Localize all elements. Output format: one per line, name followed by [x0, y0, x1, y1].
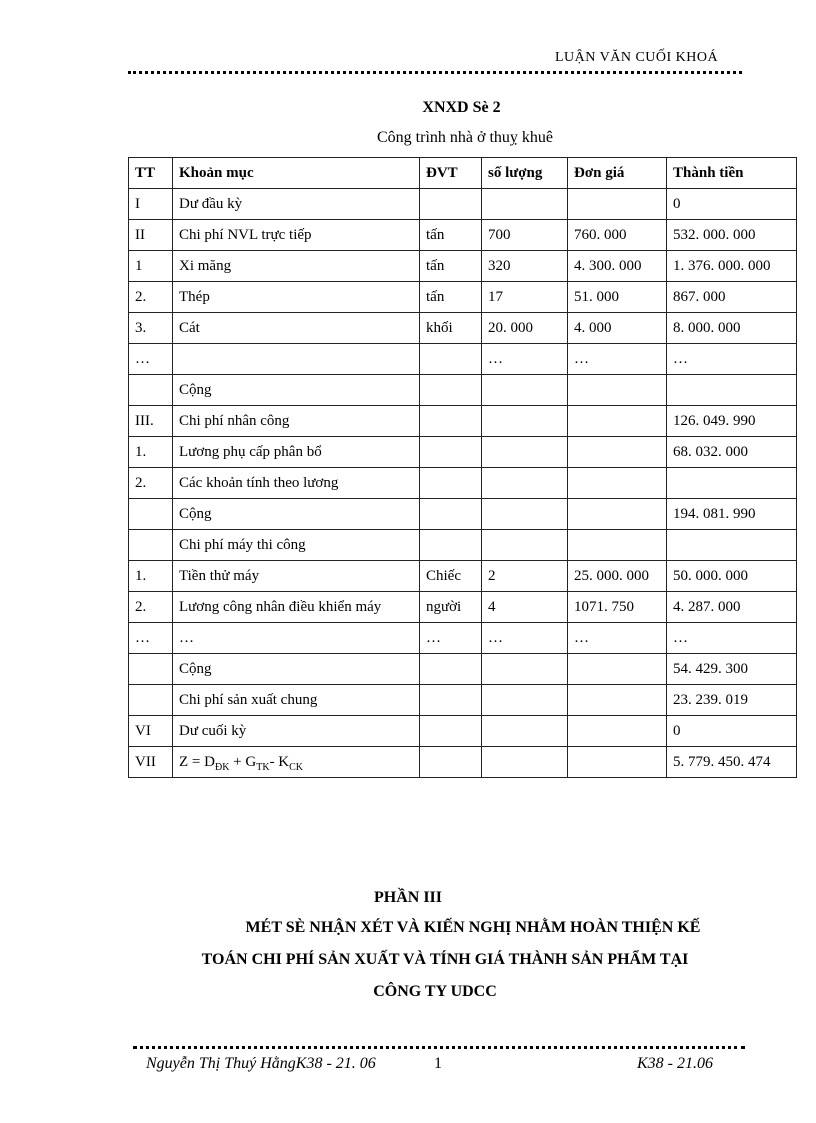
cell-item: Lương phụ cấp phân bổ	[173, 437, 420, 468]
cell-quantity: 2	[482, 561, 568, 592]
table-row	[129, 282, 797, 313]
cell-unit	[420, 375, 482, 406]
table-header-row	[129, 158, 797, 189]
table-row-formula	[129, 747, 797, 778]
cell-unit-price: 760. 000	[568, 220, 667, 251]
cell-unit: tấn	[420, 251, 482, 282]
cell-unit	[420, 406, 482, 437]
cell-tt	[129, 654, 173, 685]
cell-amount: 126. 049. 990	[667, 406, 797, 437]
table-row	[129, 406, 797, 437]
formula-sub-ck: CK	[289, 762, 304, 773]
cell-quantity: …	[482, 344, 568, 375]
formula-sub-tk: TK	[256, 762, 270, 773]
cell-unit	[420, 685, 482, 716]
cell-quantity: 17	[482, 282, 568, 313]
table-row	[129, 716, 797, 747]
cell-item: Chi phí nhân công	[173, 406, 420, 437]
cell-quantity	[482, 499, 568, 530]
formula-sub-dk: ĐK	[214, 762, 230, 773]
footer-page-number: 1	[434, 1055, 442, 1072]
cell-quantity	[482, 716, 568, 747]
cell-tt: I	[129, 189, 173, 220]
cell-quantity: 4	[482, 592, 568, 623]
cell-unit: khối	[420, 313, 482, 344]
cell-quantity: 700	[482, 220, 568, 251]
cell-quantity	[482, 468, 568, 499]
cell-tt	[129, 499, 173, 530]
table-row	[129, 561, 797, 592]
cell-tt: …	[129, 623, 173, 654]
cell-unit-price: 1071. 750	[568, 592, 667, 623]
cell-tt: 2.	[129, 592, 173, 623]
cell-item: Tiền thử máy	[173, 561, 420, 592]
cell-unit-price	[568, 437, 667, 468]
footer-code: K38 - 21.06	[637, 1055, 713, 1072]
cell-item: Dư đầu kỳ	[173, 189, 420, 220]
cell-tt: …	[129, 344, 173, 375]
cost-formula	[173, 747, 420, 778]
cell-item: Chi phí sản xuất chung	[173, 685, 420, 716]
table-row	[129, 313, 797, 344]
formula-plus: + G	[229, 754, 257, 770]
cell-amount: 194. 081. 990	[667, 499, 797, 530]
cell-unit	[420, 468, 482, 499]
cell-unit-price	[568, 716, 667, 747]
cell-unit-price	[568, 530, 667, 561]
col-header-unit: ĐVT	[420, 158, 482, 189]
cell-item: Cộng	[173, 499, 420, 530]
cell-item	[173, 344, 420, 375]
table-row	[129, 530, 797, 561]
table-row	[129, 220, 797, 251]
cell-quantity	[482, 530, 568, 561]
cell-item: Dư cuối kỳ	[173, 716, 420, 747]
cell-amount: 0	[667, 189, 797, 220]
table-row	[129, 623, 797, 654]
cell-amount	[667, 530, 797, 561]
part-title-line-2: TOÁN CHI PHÍ SẢN XUẤT VÀ TÍNH GIÁ THÀNH SẢN PHẨM TẠI	[201, 951, 689, 968]
cell-amount: …	[667, 623, 797, 654]
cell-unit-price	[568, 468, 667, 499]
cell-amount: 8. 000. 000	[667, 313, 797, 344]
cell-amount	[667, 468, 797, 499]
cell-unit-price	[568, 189, 667, 220]
part-title-line-3: CÔNG TY UDCC	[373, 983, 497, 1000]
table-row	[129, 375, 797, 406]
cell-amount: 0	[667, 716, 797, 747]
table-row	[129, 189, 797, 220]
cell-unit-price	[568, 406, 667, 437]
cell-item: Lương công nhân điều khiển máy	[173, 592, 420, 623]
cell-amount: 68. 032. 000	[667, 437, 797, 468]
cell-quantity	[482, 375, 568, 406]
cell-unit	[420, 530, 482, 561]
cell-tt: 1.	[129, 561, 173, 592]
table-row	[129, 251, 797, 282]
cell-unit-price	[568, 747, 667, 778]
cell-tt	[129, 685, 173, 716]
cell-amount: 54. 429. 300	[667, 654, 797, 685]
cell-unit-price	[568, 375, 667, 406]
cell-tt	[129, 530, 173, 561]
cell-item: Chi phí NVL trực tiếp	[173, 220, 420, 251]
cell-unit-price: …	[568, 623, 667, 654]
table-row	[129, 685, 797, 716]
part-number: PHẦN III	[373, 889, 442, 906]
cell-tt: III.	[129, 406, 173, 437]
cell-tt: 2.	[129, 468, 173, 499]
cell-quantity	[482, 747, 568, 778]
cell-amount: 23. 239. 019	[667, 685, 797, 716]
cell-unit: Chiếc	[420, 561, 482, 592]
cell-amount: 50. 000. 000	[667, 561, 797, 592]
cell-unit	[420, 654, 482, 685]
formula-minus: - K	[269, 754, 290, 770]
cell-amount: 4. 287. 000	[667, 592, 797, 623]
cell-quantity	[482, 685, 568, 716]
cell-tt: II	[129, 220, 173, 251]
cell-unit: người	[420, 592, 482, 623]
col-header-tt: TT	[129, 158, 173, 189]
cell-unit-price: 25. 000. 000	[568, 561, 667, 592]
footer-author: Nguyễn Thị Thuý HằngK38 - 21. 06	[146, 1055, 376, 1072]
cell-amount: 532. 000. 000	[667, 220, 797, 251]
cell-unit: tấn	[420, 282, 482, 313]
col-header-item: Khoản mục	[173, 158, 420, 189]
table-row	[129, 654, 797, 685]
running-header: LUẬN VĂN CUỐI KHOÁ	[555, 50, 719, 65]
cell-quantity	[482, 437, 568, 468]
cell-item: Thép	[173, 282, 420, 313]
cell-unit-price: 4. 300. 000	[568, 251, 667, 282]
cell-unit: …	[420, 623, 482, 654]
cell-unit-price	[568, 685, 667, 716]
cell-item: Cộng	[173, 375, 420, 406]
formula-z: Z = D	[179, 754, 215, 770]
cell-quantity: …	[482, 623, 568, 654]
cell-tt: 1	[129, 251, 173, 282]
cell-unit	[420, 189, 482, 220]
cell-unit	[420, 747, 482, 778]
cell-amount	[667, 375, 797, 406]
col-header-amount: Thành tiền	[667, 158, 797, 189]
cell-unit-price: 51. 000	[568, 282, 667, 313]
cell-tt: VII	[129, 747, 173, 778]
cell-item: …	[173, 623, 420, 654]
cell-unit-price: …	[568, 344, 667, 375]
table-row	[129, 592, 797, 623]
cell-amount: …	[667, 344, 797, 375]
cell-tt: 1.	[129, 437, 173, 468]
cell-unit	[420, 344, 482, 375]
cell-tt: 3.	[129, 313, 173, 344]
table-row	[129, 344, 797, 375]
cell-quantity: 320	[482, 251, 568, 282]
part-title-line-1: MÉT SÈ NHẬN XÉT VÀ KIẾN NGHỊ NHẰM HOÀN THIỆN KẾ	[245, 919, 701, 936]
cell-quantity: 20. 000	[482, 313, 568, 344]
cell-item: Các khoản tính theo lương	[173, 468, 420, 499]
cell-item: Xi măng	[173, 251, 420, 282]
cell-amount: 1. 376. 000. 000	[667, 251, 797, 282]
cell-unit	[420, 437, 482, 468]
cell-unit	[420, 499, 482, 530]
cell-unit-price: 4. 000	[568, 313, 667, 344]
cell-tt: VI	[129, 716, 173, 747]
cell-quantity	[482, 654, 568, 685]
cell-item: Cộng	[173, 654, 420, 685]
cell-quantity	[482, 189, 568, 220]
cell-tt: 2.	[129, 282, 173, 313]
table-row	[129, 499, 797, 530]
col-header-quantity: số lượng	[482, 158, 568, 189]
cell-quantity	[482, 406, 568, 437]
company-heading: XNXD Sè 2	[422, 99, 501, 116]
cell-unit-price	[568, 654, 667, 685]
cell-unit: tấn	[420, 220, 482, 251]
cell-amount: 5. 779. 450. 474	[667, 747, 797, 778]
cell-amount: 867. 000	[667, 282, 797, 313]
header-dotted-rule	[128, 71, 742, 74]
cell-item: Chi phí máy thi công	[173, 530, 420, 561]
cell-tt	[129, 375, 173, 406]
footer-dotted-rule	[133, 1046, 745, 1049]
cell-item: Cát	[173, 313, 420, 344]
table-row	[129, 437, 797, 468]
cell-unit-price	[568, 499, 667, 530]
cell-unit	[420, 716, 482, 747]
col-header-unit-price: Đơn giá	[568, 158, 667, 189]
project-heading: Công trình nhà ở thuỵ khuê	[377, 129, 553, 146]
cost-table	[128, 157, 797, 778]
table-row	[129, 468, 797, 499]
